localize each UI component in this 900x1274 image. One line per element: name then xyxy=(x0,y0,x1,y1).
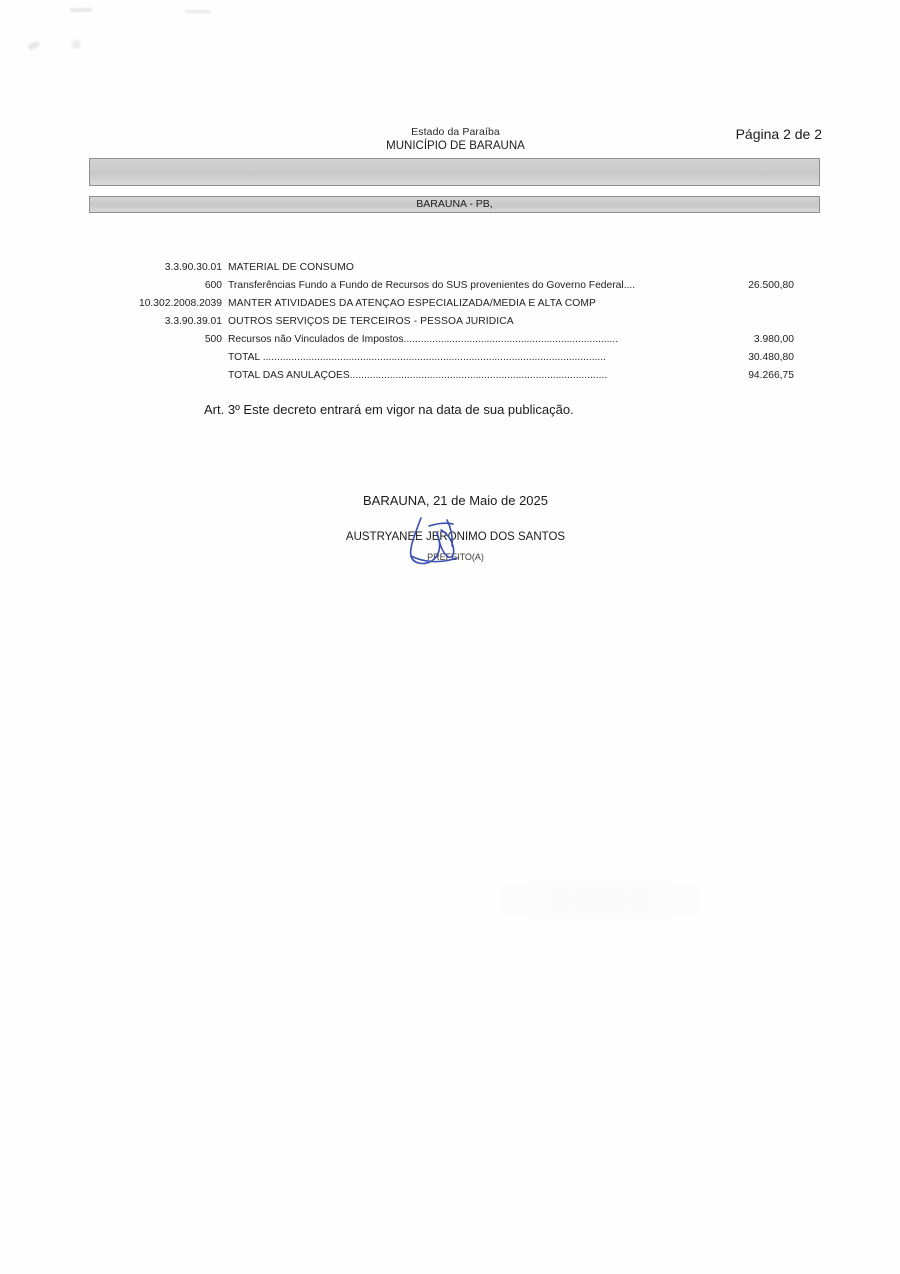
row-amount: 30.480,80 xyxy=(748,352,794,363)
municipality-name: MUNICÍPIO DE BARAUNA xyxy=(386,140,525,152)
row-description: MANTER ATIVIDADES DA ATENÇÃO ESPECIALIZADA/MÉDIA E ALTA COMP xyxy=(228,298,597,309)
row-description: Recursos não Vinculados de Impostos........................................................................... xyxy=(228,334,619,345)
title-banner xyxy=(89,158,820,186)
budget-table xyxy=(89,262,822,388)
row-amount: 26.500,80 xyxy=(748,280,794,291)
table-row xyxy=(89,334,822,352)
table-row xyxy=(89,262,822,280)
row-code: 3.3.90.39.01 xyxy=(164,316,222,327)
table-row xyxy=(89,298,822,316)
state-name: Estado da Paraíba xyxy=(411,126,500,138)
scan-artifact xyxy=(71,39,82,50)
signatory-name: AUSTRYANEE JERONIMO DOS SANTOS xyxy=(345,531,566,543)
signatory-role: PREFEITO(A) xyxy=(427,552,484,562)
row-amount: 3.980,00 xyxy=(753,334,794,345)
table-row-total xyxy=(89,352,822,370)
signature-place-date: BARAUNA, 21 de Maio de 2025 xyxy=(363,493,548,508)
row-amount: 94.266,75 xyxy=(748,370,794,381)
scan-artifact xyxy=(27,40,41,50)
row-description: TOTAL ........................................................................................................................ xyxy=(228,352,607,363)
handwritten-signature xyxy=(395,512,485,574)
scan-artifact xyxy=(500,880,700,920)
scan-artifact xyxy=(70,8,92,13)
location-banner-text: BARAUNA - PB, xyxy=(416,198,493,210)
row-description: MATERIAL DE CONSUMO xyxy=(228,262,355,273)
table-row-grand-total xyxy=(89,370,822,388)
row-code: 3.3.90.30.01 xyxy=(164,262,222,273)
page-number: Página 2 de 2 xyxy=(735,126,822,142)
document-header xyxy=(89,126,822,154)
scan-artifact xyxy=(185,10,211,13)
article-paragraph: Art. 3º Este decreto entrará em vigor na data de sua publicação. xyxy=(204,402,574,417)
row-description: Transferências Fundo a Fundo de Recursos do SUS provenientes do Governo Federal.... xyxy=(228,280,636,291)
location-banner xyxy=(89,196,820,213)
row-description: TOTAL DAS ANULAÇÕES.......................................................................................... xyxy=(228,370,608,381)
row-code: 500 xyxy=(204,334,222,345)
row-code: 600 xyxy=(204,280,222,291)
row-code: 10.302.2008.2039 xyxy=(138,298,222,309)
row-description: OUTROS SERVIÇOS DE TERCEIROS - PESSOA JURÍDICA xyxy=(228,316,514,327)
table-row xyxy=(89,280,822,298)
table-row xyxy=(89,316,822,334)
